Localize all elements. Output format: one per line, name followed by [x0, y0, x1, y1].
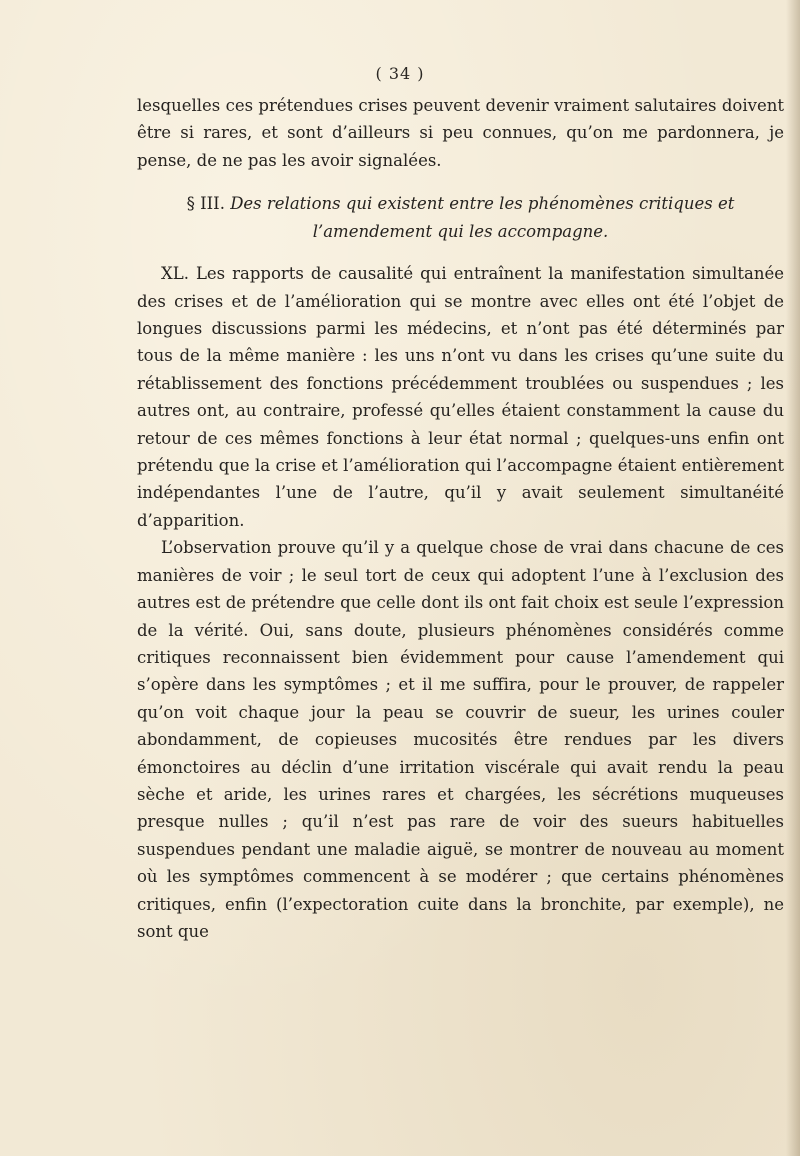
section-heading	[137, 190, 784, 246]
page-number: ( 34 )	[375, 64, 425, 83]
paragraph-observation: L’observation prouve qu’il y a quelque chose de vrai dans chacune de ces manières de voir ; le seul tort de ceux qui adoptent l’une à l’exclusion des autres est de prétendre que celle dont ils ont fait choix est seule l’expression de la vérité. Oui, sans doute, plusieurs phénomènes considérés comme critiques reconnaissent bien évidemment pour cause l’amendement qui s’opère dans les symptômes ; et il me suffira, pour le prouver, de rappeler qu’on voit chaque jour la peau se couvrir de sueur, les urines couler abondamment, de copieuses mucosités être rendues par les divers émonctoires au déclin d’une irritation viscérale qui avait rendu la peau sèche et aride, les urines rares et chargées, les sécrétions muqueuses presque nulles ; qu’il n’est pas rare de voir des sueurs habituelles suspendues pendant une maladie aiguë, se montrer de nouveau au moment où les symptômes commencent à se modérer ; que certains phénomènes critiques, enfin (l’expectoration cuite dans la bronchite, par exemple), ne sont que	[137, 538, 784, 941]
paragraph-xl: XL. Les rapports de causalité qui entraînent la manifestation simultanée des crises et de l’amélioration qui se montre avec elles ont été l’objet de longues discussions parmi les médecins, et n’ont pas été déterminés par tous de la même manière : les uns n’ont vu dans les crises qu’une suite du rétablissement des fonctions précédemment troublées ou suspendues ; les autres ont, au contraire, professé qu’elles étaient constamment la cause du retour de ces mêmes fonctions à leur état normal ; quelques-uns enfin ont prétendu que la crise et l’amélioration qui l’accompagne étaient entièrement indépendantes l’une de l’autre, qu’il y avait seulement simultanéité d’apparition.	[137, 264, 784, 530]
section-title: Des relations qui existent entre les phénomènes critiques et l’amendement qui les accompagne.	[230, 194, 735, 242]
section-label: § III.	[186, 194, 225, 214]
page-edge-shadow	[786, 0, 800, 1156]
page-body	[137, 92, 784, 945]
opening-paragraph: lesquelles ces prétendues crises peuvent devenir vraiment salutaires doivent être si rares, et sont d’ailleurs si peu connues, qu’on me pardonnera, je pense, de ne pas les avoir signalées.	[137, 96, 784, 170]
